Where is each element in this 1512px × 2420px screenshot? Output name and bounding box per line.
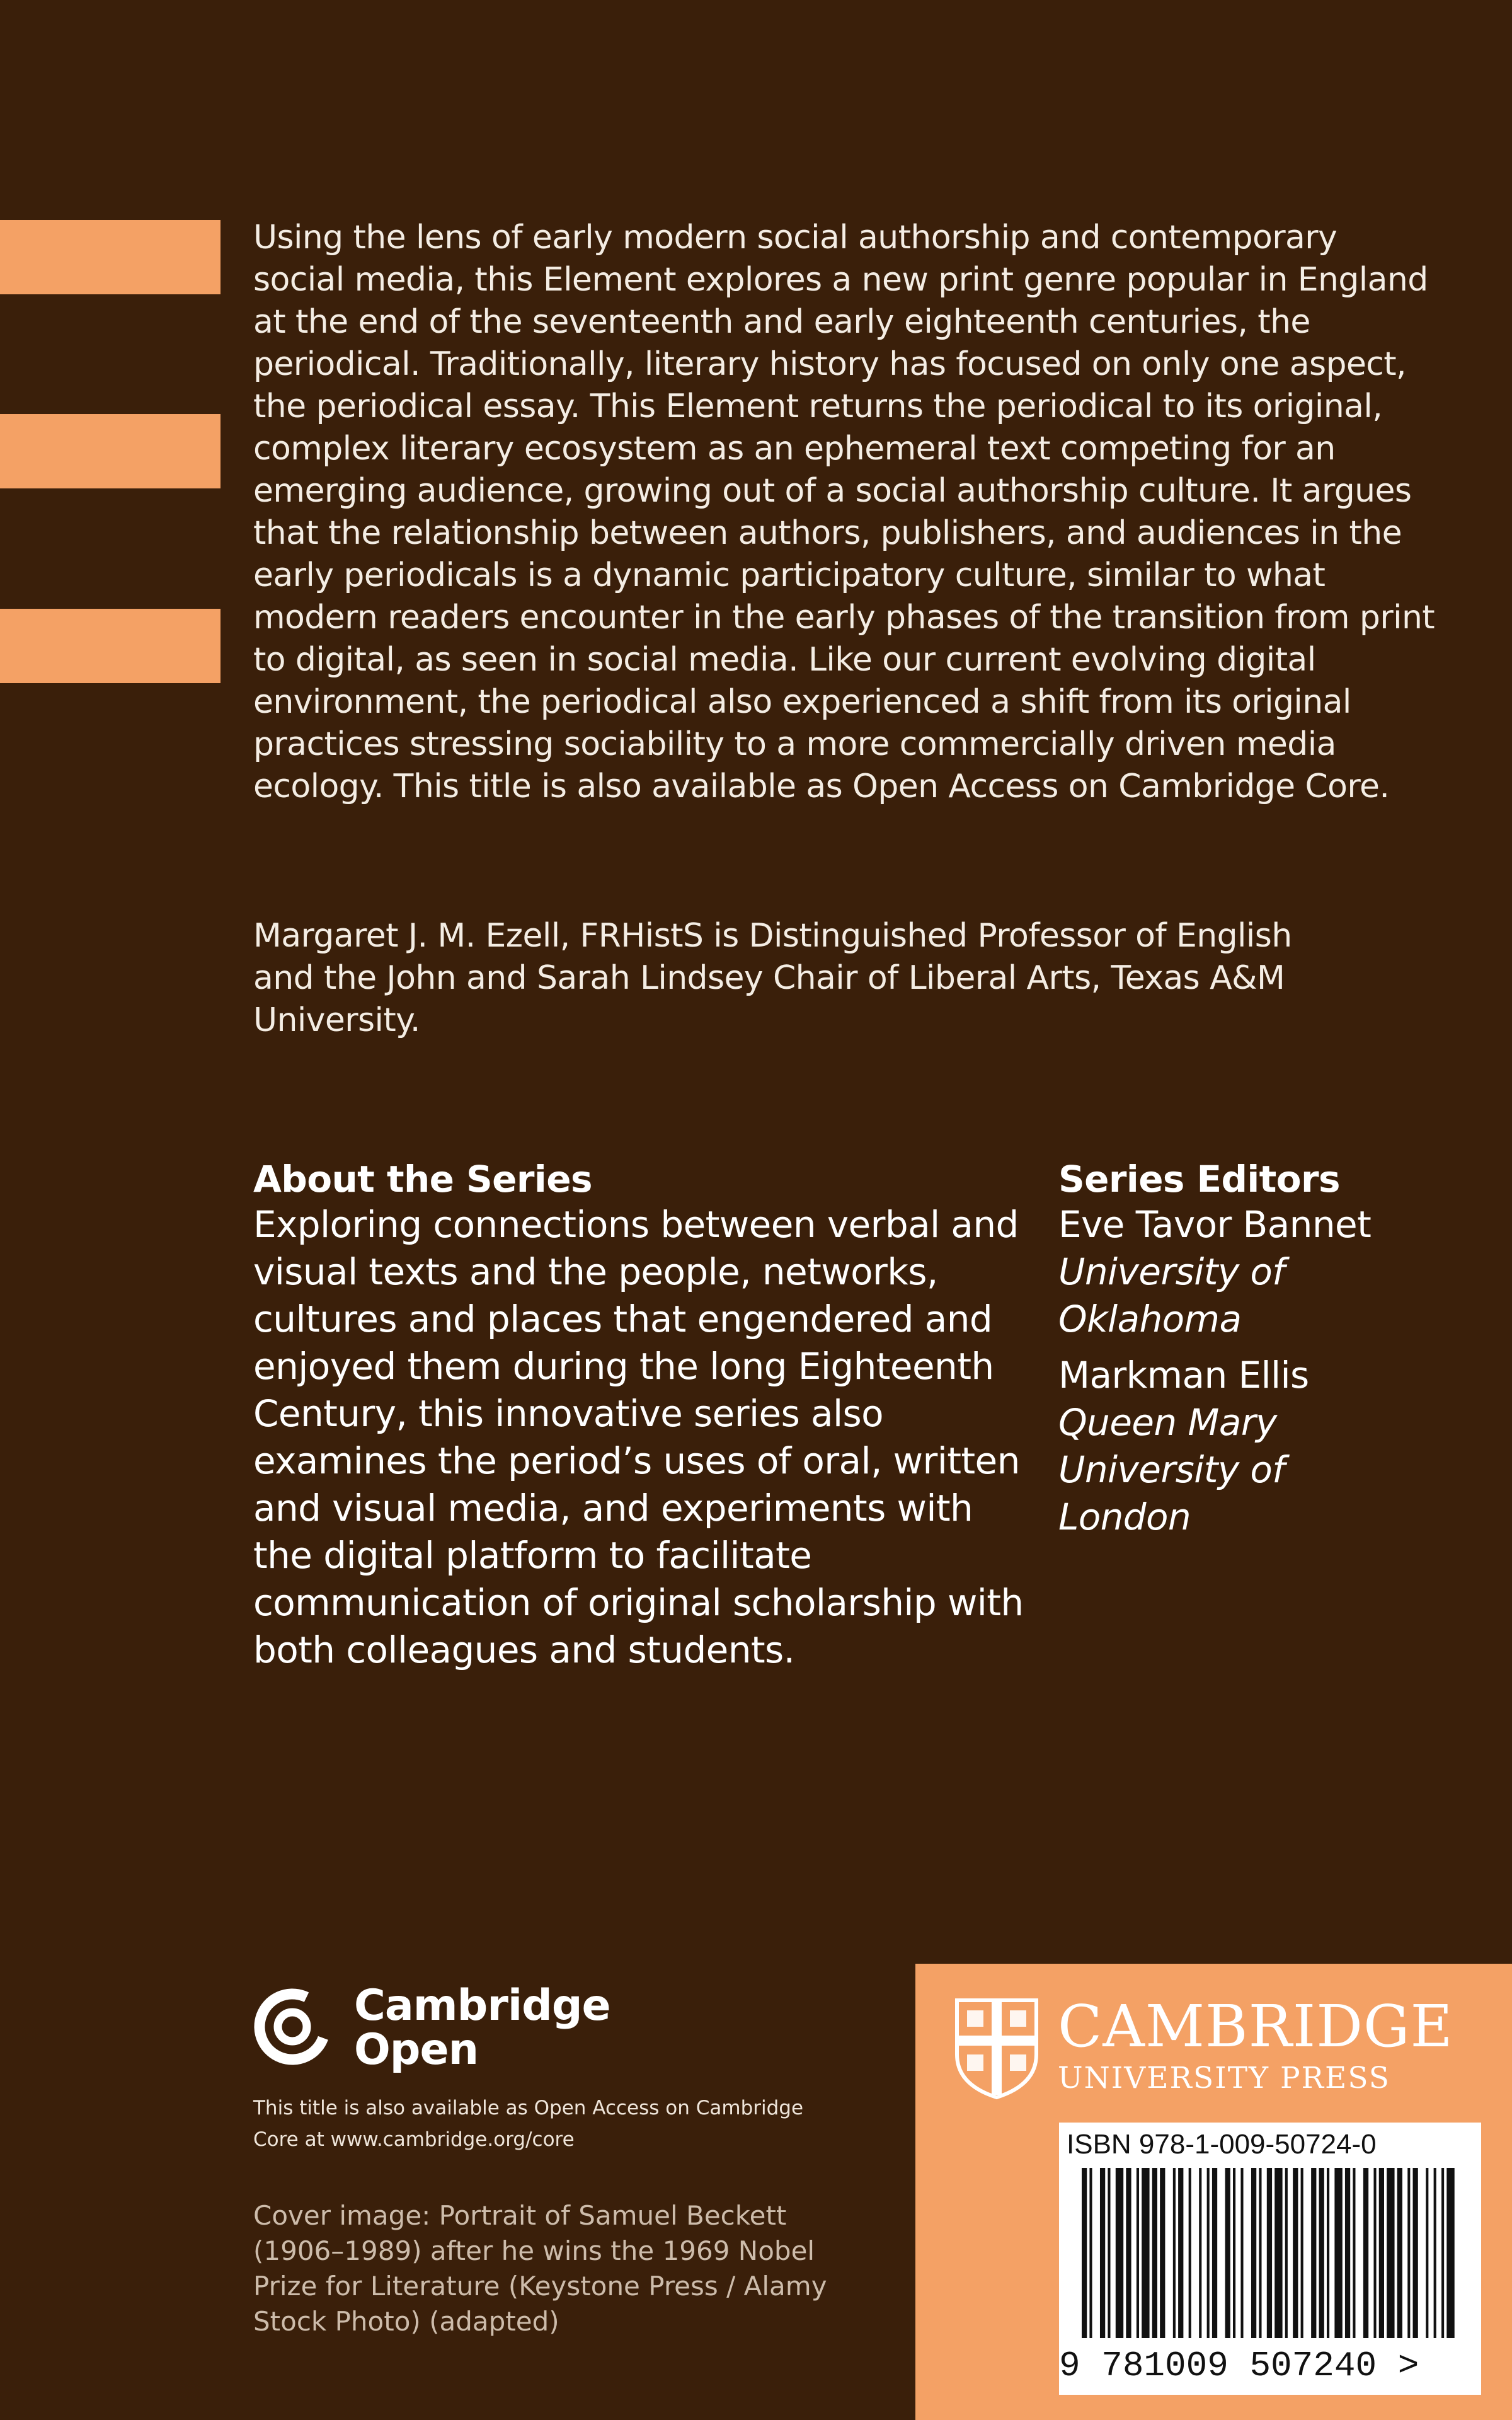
wordmark-line: Cambridge (354, 1981, 610, 2031)
barcode-bar (1373, 2168, 1376, 2338)
barcode-digits: 9 781009 507240 > (1059, 2346, 1419, 2386)
editor-affiliation: Queen Mary University of London (1058, 1401, 1285, 1538)
accent-stripe (0, 609, 220, 683)
cambridge-open-logo-icon (253, 1988, 331, 2066)
barcode-bar (1189, 2168, 1191, 2338)
barcode-bar (1301, 2168, 1303, 2338)
about-series (253, 1157, 1028, 1674)
barcode-bar (1319, 2168, 1324, 2338)
publisher-name-line: UNIVERSITY PRESS (1058, 2061, 1390, 2095)
barcode-bar (1100, 2168, 1105, 2338)
series-editors (1058, 1157, 1411, 1541)
barcode-bar (1152, 2168, 1157, 2338)
barcode-bar (1173, 2168, 1176, 2338)
barcode-bar (1233, 2168, 1235, 2338)
barcode-bar (1426, 2168, 1428, 2338)
barcode-bar (1267, 2168, 1272, 2338)
barcode-bar (1116, 2168, 1123, 2338)
wordmark-line: Open (354, 2025, 479, 2075)
barcode-bar (1345, 2168, 1350, 2338)
editor-entry (1058, 1352, 1411, 1541)
publisher-name-line: CAMBRIDGE (1058, 1993, 1453, 2060)
barcode-bar (1199, 2168, 1201, 2338)
barcode-bar (1413, 2168, 1418, 2338)
cambridge-crest-icon (953, 1997, 1040, 2100)
barcode-icon (1082, 2168, 1460, 2338)
barcode-bar (1387, 2168, 1394, 2338)
barcode-bar (1353, 2168, 1355, 2338)
about-series-heading: About the Series (253, 1158, 592, 1201)
editor-affiliation: University of Oklahoma (1058, 1250, 1285, 1340)
barcode-bar (1441, 2168, 1444, 2338)
publisher-name (1058, 1994, 1453, 2097)
barcode-bar (1142, 2168, 1149, 2338)
barcode-bar (1207, 2168, 1210, 2338)
barcode-bar (1108, 2168, 1110, 2338)
barcode-bar (1251, 2168, 1256, 2338)
barcode-bar (1379, 2168, 1384, 2338)
open-access-note: This title is also available as Open Access on Cambridge Core at www.cambridge.org/core (253, 2097, 804, 2151)
barcode-bar (1397, 2168, 1402, 2338)
accent-stripe (0, 414, 220, 488)
publisher-panel (915, 1964, 1512, 2420)
editor-name: Eve Tavor Bannet (1058, 1203, 1372, 1246)
about-series-text: Exploring connections between verbal and visual texts and the people, networks, cultures and places that engendered and enjoyed them during the long Eighteenth Century, this innovative series also examines the period’s uses of oral, written and visual media, and experiments with the digital platform to facilitate communication of original scholarship with both colleagues and students. (253, 1203, 1024, 1671)
barcode-bar (1178, 2168, 1183, 2338)
barcode-bar (1089, 2168, 1092, 2338)
editor-name: Markman Ellis (1058, 1354, 1309, 1397)
barcode-bar (1327, 2168, 1329, 2338)
book-blurb: Using the lens of early modern social authorship and contemporary social media, this Element explores a new print genre popular in England at the end of the seventeenth and early eighteenth centuries, the periodical. Traditionally, literary history has focused on only one aspect, the periodical essay. This Element returns the periodical to its original, complex literary ecosystem as an ephemeral text competing for an emerging audience, growing out of a social authorship culture. It argues that the relationship between authors, publishers, and audiences in the early periodicals is a dynamic participatory culture, similar to what modern readers encounter in the early phases of the transition from print to digital, as seen in social media. Like our current evolving digital environment, the periodical also experienced a shift from its original practices stressing sociability to a more commercially driven media ecology. This title is also available as Open Access on Cambridge Core. (253, 219, 1435, 805)
barcode-bar (1334, 2168, 1342, 2338)
barcode-bar (1407, 2168, 1410, 2338)
barcode-bar (1274, 2168, 1282, 2338)
barcode-bar (1240, 2168, 1243, 2338)
barcode-bar (1311, 2168, 1316, 2338)
barcode-bar (1285, 2168, 1288, 2338)
cambridge-open-wordmark (354, 1981, 610, 2075)
barcode-bar (1137, 2168, 1139, 2338)
accent-stripe (0, 220, 220, 294)
editor-entry (1058, 1201, 1411, 1343)
barcode-bar (1293, 2168, 1298, 2338)
barcode-bar (1160, 2168, 1165, 2338)
cover-image-credit: Cover image: Portrait of Samuel Beckett (1906–1989) after he wins the 1969 Nobel Prize for Literature (Keystone Press / Alamy Stock Photo) (adapted) (253, 2200, 827, 2337)
barcode-bar (1126, 2168, 1131, 2338)
barcode-bar (1434, 2168, 1436, 2338)
barcode-bar (1225, 2168, 1230, 2338)
barcode-bar (1259, 2168, 1261, 2338)
barcode-bar (1363, 2168, 1368, 2338)
barcode-bar (1082, 2168, 1087, 2338)
barcode-bar (1212, 2168, 1217, 2338)
isbn-barcode-box (1059, 2123, 1481, 2395)
series-editors-heading: Series Editors (1058, 1158, 1340, 1201)
barcode-bar (1446, 2168, 1454, 2338)
cambridge-open-logo (253, 1981, 694, 2078)
isbn-label: ISBN 978-1-009-50724-0 (1067, 2129, 1377, 2160)
author-bio: Margaret J. M. Ezell, FRHistS is Distinguished Professor of English and the John and Sarah Lindsey Chair of Liberal Arts, Texas A&M University. (253, 917, 1292, 1039)
